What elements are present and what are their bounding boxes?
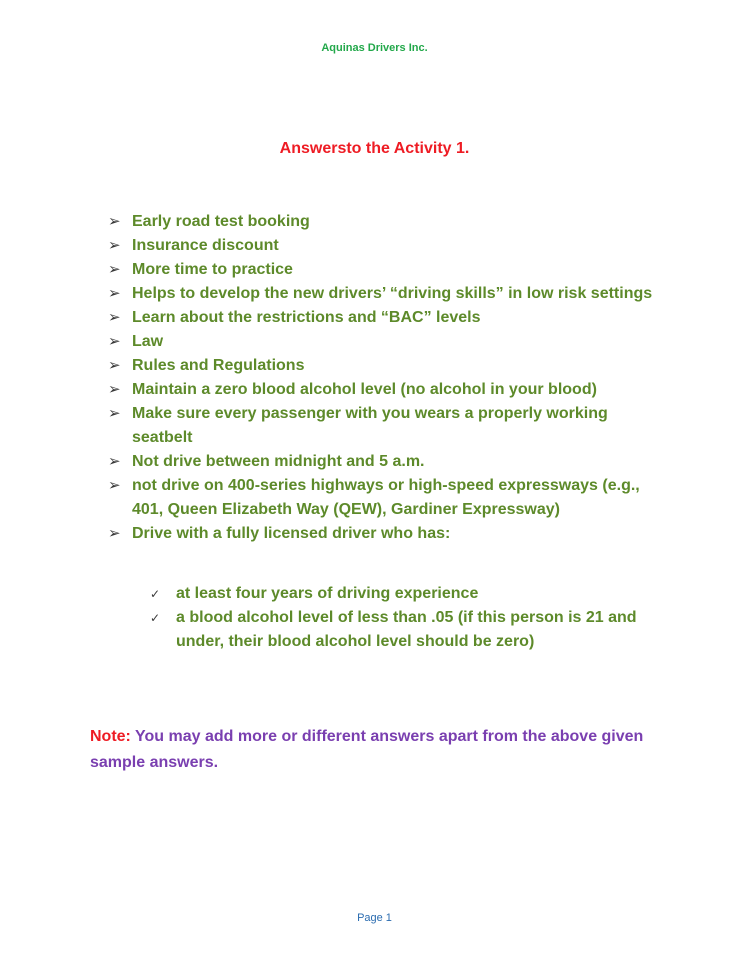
answers-list: [108, 210, 668, 546]
arrow-bullet-icon: ➢: [108, 357, 121, 374]
list-item-text: Make sure every passenger with you wears a properly working seatbelt: [132, 405, 608, 446]
arrow-bullet-icon: ➢: [108, 525, 121, 542]
list-item-text: More time to practice: [132, 261, 293, 278]
sublist-item: [150, 606, 650, 654]
list-item: [108, 258, 668, 282]
list-item: [108, 234, 668, 258]
list-item: [108, 306, 668, 330]
list-item: [108, 330, 668, 354]
sublist-item-text: at least four years of driving experience: [176, 585, 479, 602]
list-item-text: Maintain a zero blood alcohol level (no alcohol in your blood): [132, 381, 597, 398]
note-paragraph: [90, 724, 670, 776]
list-item: [108, 378, 668, 402]
list-item-text: Not drive between midnight and 5 a.m.: [132, 453, 425, 470]
list-item: [108, 474, 668, 522]
checkmark-icon: ✓: [150, 587, 161, 601]
page-number: Page 1: [357, 912, 392, 924]
list-item: [108, 282, 668, 306]
note-text: You may add more or different answers apart from the above given sample answers.: [90, 728, 644, 771]
arrow-bullet-icon: ➢: [108, 333, 121, 350]
list-item-text: Learn about the restrictions and “BAC” levels: [132, 309, 481, 326]
list-item-text: Helps to develop the new drivers’ “driving skills” in low risk settings: [132, 285, 653, 302]
driver-requirements-sublist: [150, 582, 650, 654]
arrow-bullet-icon: ➢: [108, 309, 121, 326]
list-item-text: Law: [132, 333, 164, 350]
arrow-bullet-icon: ➢: [108, 381, 121, 398]
checkmark-icon: ✓: [150, 611, 161, 625]
list-item-text: Insurance discount: [132, 237, 279, 254]
note-label: Note:: [90, 728, 131, 745]
list-item: [108, 450, 668, 474]
arrow-bullet-icon: ➢: [108, 261, 121, 278]
list-item: [108, 210, 668, 234]
document-header: Aquinas Drivers Inc.: [321, 42, 428, 54]
page-title: Answersto the Activity 1.: [279, 140, 470, 157]
list-item-text: not drive on 400-series highways or high-speed expressways (e.g., 401, Queen Elizabeth Way (QEW), Gardiner Expressway): [132, 477, 640, 518]
list-item-text: Rules and Regulations: [132, 357, 305, 374]
list-item: [108, 354, 668, 378]
sublist-item-text: a blood alcohol level of less than .05 (if this person is 21 and under, their blood alcohol level should be zero): [176, 609, 637, 650]
list-item: [108, 522, 668, 546]
arrow-bullet-icon: ➢: [108, 285, 121, 302]
arrow-bullet-icon: ➢: [108, 453, 121, 470]
arrow-bullet-icon: ➢: [108, 477, 121, 494]
arrow-bullet-icon: ➢: [108, 213, 121, 230]
arrow-bullet-icon: ➢: [108, 237, 121, 254]
list-item-text: Early road test booking: [132, 213, 310, 230]
arrow-bullet-icon: ➢: [108, 405, 121, 422]
list-item-text: Drive with a fully licensed driver who has:: [132, 525, 451, 542]
list-item: [108, 402, 668, 450]
sublist-item: [150, 582, 650, 606]
